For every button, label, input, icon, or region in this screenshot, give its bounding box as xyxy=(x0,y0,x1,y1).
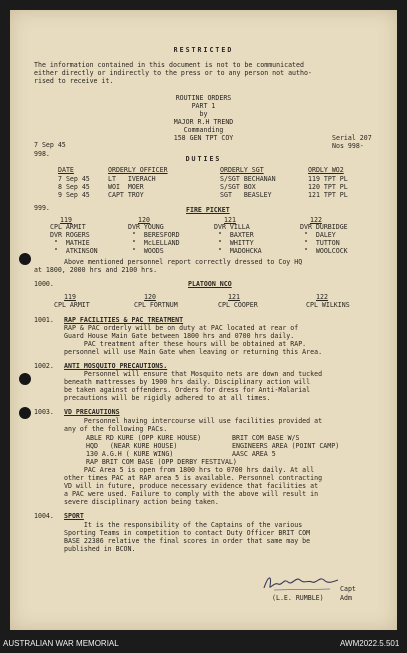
column-header: ORDERLY OFFICER xyxy=(108,166,168,174)
archive-reference: AWM2022.5.501 xyxy=(340,639,400,648)
picket-name: " BERESFORD xyxy=(128,231,180,239)
picket-name: " DALEY xyxy=(300,231,336,239)
section-number: 1000. xyxy=(34,280,54,288)
body-line: VD will in future, produce necessary evidence that facilities at xyxy=(64,482,319,490)
pac-location: RAP BRIT COM BASE (OPP DERBY FESTIVAL) xyxy=(86,458,237,466)
picket-note: Above mentioned personnel report correctly dressed to Coy HQ xyxy=(64,258,303,266)
duty-cell: CAPT TROY xyxy=(108,191,144,199)
body-line: precautions will be rigidly adhered to at all times. xyxy=(64,394,271,402)
nco-name: CPL FORTNUM xyxy=(134,301,178,309)
section-number: 1002. xyxy=(34,362,54,370)
picket-name: " WOODS xyxy=(128,247,164,255)
body-line: other times PAC at RAP area 5 is available. Personnel contracting xyxy=(64,474,323,482)
punch-hole xyxy=(19,253,31,265)
title-line: MAJOR R.H TREND xyxy=(173,118,234,126)
unit-number: 121 xyxy=(228,293,240,301)
picket-name: DVR VILLA xyxy=(214,223,250,231)
body-line: BASE 22386 relative the final scores in order that same may be xyxy=(64,537,311,545)
body-line: severe disciplinary action being taken. xyxy=(64,498,219,506)
document-page xyxy=(10,10,397,630)
order-date: 7 Sep 45 xyxy=(34,141,66,149)
unit-number: 120 xyxy=(138,216,150,224)
serial-number: Serial 207 xyxy=(332,134,372,142)
duty-cell: S/SGT BOX xyxy=(220,183,256,191)
nco-name: CPL ARMIT xyxy=(54,301,90,309)
archive-credit: AUSTRALIAN WAR MEMORIAL xyxy=(3,639,119,648)
pac-location: 130 A.G.H ( KURE WING) xyxy=(86,450,174,458)
title-line: ROUTINE ORDERS xyxy=(175,94,232,102)
picket-name: DVR YOUNG xyxy=(128,223,164,231)
signatory-rank: Capt xyxy=(340,585,356,593)
section-heading: VD PRECAUTIONS xyxy=(64,408,120,416)
pac-location: ENGINEERS AREA (POINT CAMP) xyxy=(232,442,340,450)
body-line: a PAC were used. Failure to comply with the above will result in xyxy=(64,490,319,498)
warning-line: rised to receive it. xyxy=(34,77,114,85)
title-line: Commanding xyxy=(183,126,224,134)
section-heading: PLATOON NCO xyxy=(188,280,232,288)
duty-cell: 119 TPT PL xyxy=(308,175,348,183)
pac-location: ABLE RD KURE (OPP KURE HOUSE) xyxy=(86,434,202,442)
body-line: Sporting Teams in competition to contact Duty Officer BRIT COM xyxy=(64,529,311,537)
pac-location: BRIT COM BASE W/S xyxy=(232,434,300,442)
body-line: PAC treatment after these hours will be obtained at RAP. xyxy=(64,340,307,348)
picket-name: " WOOLCOCK xyxy=(300,247,348,255)
picket-name: " TUTTON xyxy=(300,239,340,247)
duty-cell: 8 Sep 45 xyxy=(58,183,90,191)
picket-name: " MATHIE xyxy=(50,239,90,247)
unit-number: 122 xyxy=(316,293,328,301)
archive-footer xyxy=(0,634,407,653)
duty-cell: S/SGT BECHANAN xyxy=(220,175,276,183)
order-numbers: Nos 998- xyxy=(332,142,364,150)
body-line: Personnel having intercourse will use facilities provided at xyxy=(64,417,323,425)
duty-cell: WOI MOER xyxy=(108,183,144,191)
section-heading: SPORT xyxy=(64,512,84,520)
picket-name: " WHITTY xyxy=(214,239,254,247)
body-line: Guard House Main Gate between 1800 hrs and 0700 hrs daily. xyxy=(64,332,295,340)
unit-number: 122 xyxy=(310,216,322,224)
title-line: 158 GEN TPT COY xyxy=(173,134,234,142)
title-line: PART 1 xyxy=(191,102,216,110)
picket-name: " McLELLAND xyxy=(128,239,180,247)
section-heading: ANTI MOSQUITO PRECAUTIONS. xyxy=(64,362,168,370)
section-number: 1003. xyxy=(34,408,54,416)
title-line: by xyxy=(199,110,208,118)
picket-name: DVR DURBIDGE xyxy=(300,223,348,231)
signatory-role: Adm xyxy=(340,594,352,602)
picket-name: CPL ARMIT xyxy=(50,223,86,231)
section-heading: RAP FACILITIES & PAC TREATMENT xyxy=(64,316,184,324)
body-line: personnel will use Main Gate when leaving or returning this Area. xyxy=(64,348,323,356)
column-header: ORDERLY SGT xyxy=(220,166,264,174)
section-number: 1001. xyxy=(34,316,54,324)
duty-cell: 120 TPT PL xyxy=(308,183,348,191)
warning-line: The information contained in this document is not to be communicated xyxy=(34,61,304,69)
picket-name: " MADOHCKA xyxy=(214,247,262,255)
body-line: be taken against offenders. Orders for dress for Anti-Malarial xyxy=(64,386,311,394)
classification-heading: RESTRICTED xyxy=(173,46,234,54)
column-header: DATE xyxy=(58,166,74,174)
body-line: beneath mattresses by 1900 hrs daily. Disciplinary action will xyxy=(64,378,311,386)
body-line: It is the responsibility of the Captains of the various xyxy=(64,521,303,529)
body-line: PAC Area 5 is open from 1800 hrs to 0700 hrs daily. At all xyxy=(64,466,315,474)
body-line: RAP & PAC orderly will be on duty at PAC located at rear of xyxy=(64,324,299,332)
pac-location: HQD (NEAR KURE HOUSE) xyxy=(86,442,178,450)
punch-hole xyxy=(19,407,31,419)
unit-number: 119 xyxy=(64,293,76,301)
section-heading: DUTIES xyxy=(185,155,222,163)
punch-hole xyxy=(19,373,31,385)
duty-cell: 9 Sep 45 xyxy=(58,191,90,199)
unit-number: 120 xyxy=(144,293,156,301)
section-number: 999. xyxy=(34,204,50,212)
signatory-name: (L.E. RUMBLE) xyxy=(272,594,324,602)
nco-name: CPL WILKINS xyxy=(306,301,350,309)
section-number: 998. xyxy=(34,150,50,158)
warning-line: either directly or indirectly to the press or to any person not autho- xyxy=(34,69,312,77)
duty-cell: 7 Sep 45 xyxy=(58,175,90,183)
picket-name: " BAXTER xyxy=(214,231,254,239)
duty-cell: LT IVERACH xyxy=(108,175,156,183)
pac-location: AASC AREA 5 xyxy=(232,450,276,458)
nco-name: CPL COOPER xyxy=(218,301,258,309)
picket-note: at 1800, 2000 hrs and 2100 hrs. xyxy=(34,266,158,274)
duty-cell: 121 TPT PL xyxy=(308,191,348,199)
picket-name: DVR ROGERS xyxy=(50,231,90,239)
column-header: ORDLY WO2 xyxy=(308,166,344,174)
duty-cell: SGT BEASLEY xyxy=(220,191,272,199)
section-number: 1004. xyxy=(34,512,54,520)
picket-name: " ATKINSON xyxy=(50,247,98,255)
unit-number: 119 xyxy=(60,216,72,224)
body-line: published in BCON. xyxy=(64,545,136,553)
body-line: Personnel will ensure that Mosquito nets are down and tucked xyxy=(64,370,323,378)
section-heading: FIRE PICKET xyxy=(186,206,230,214)
body-line: any of the following PACs. xyxy=(64,425,168,433)
unit-number: 121 xyxy=(224,216,236,224)
